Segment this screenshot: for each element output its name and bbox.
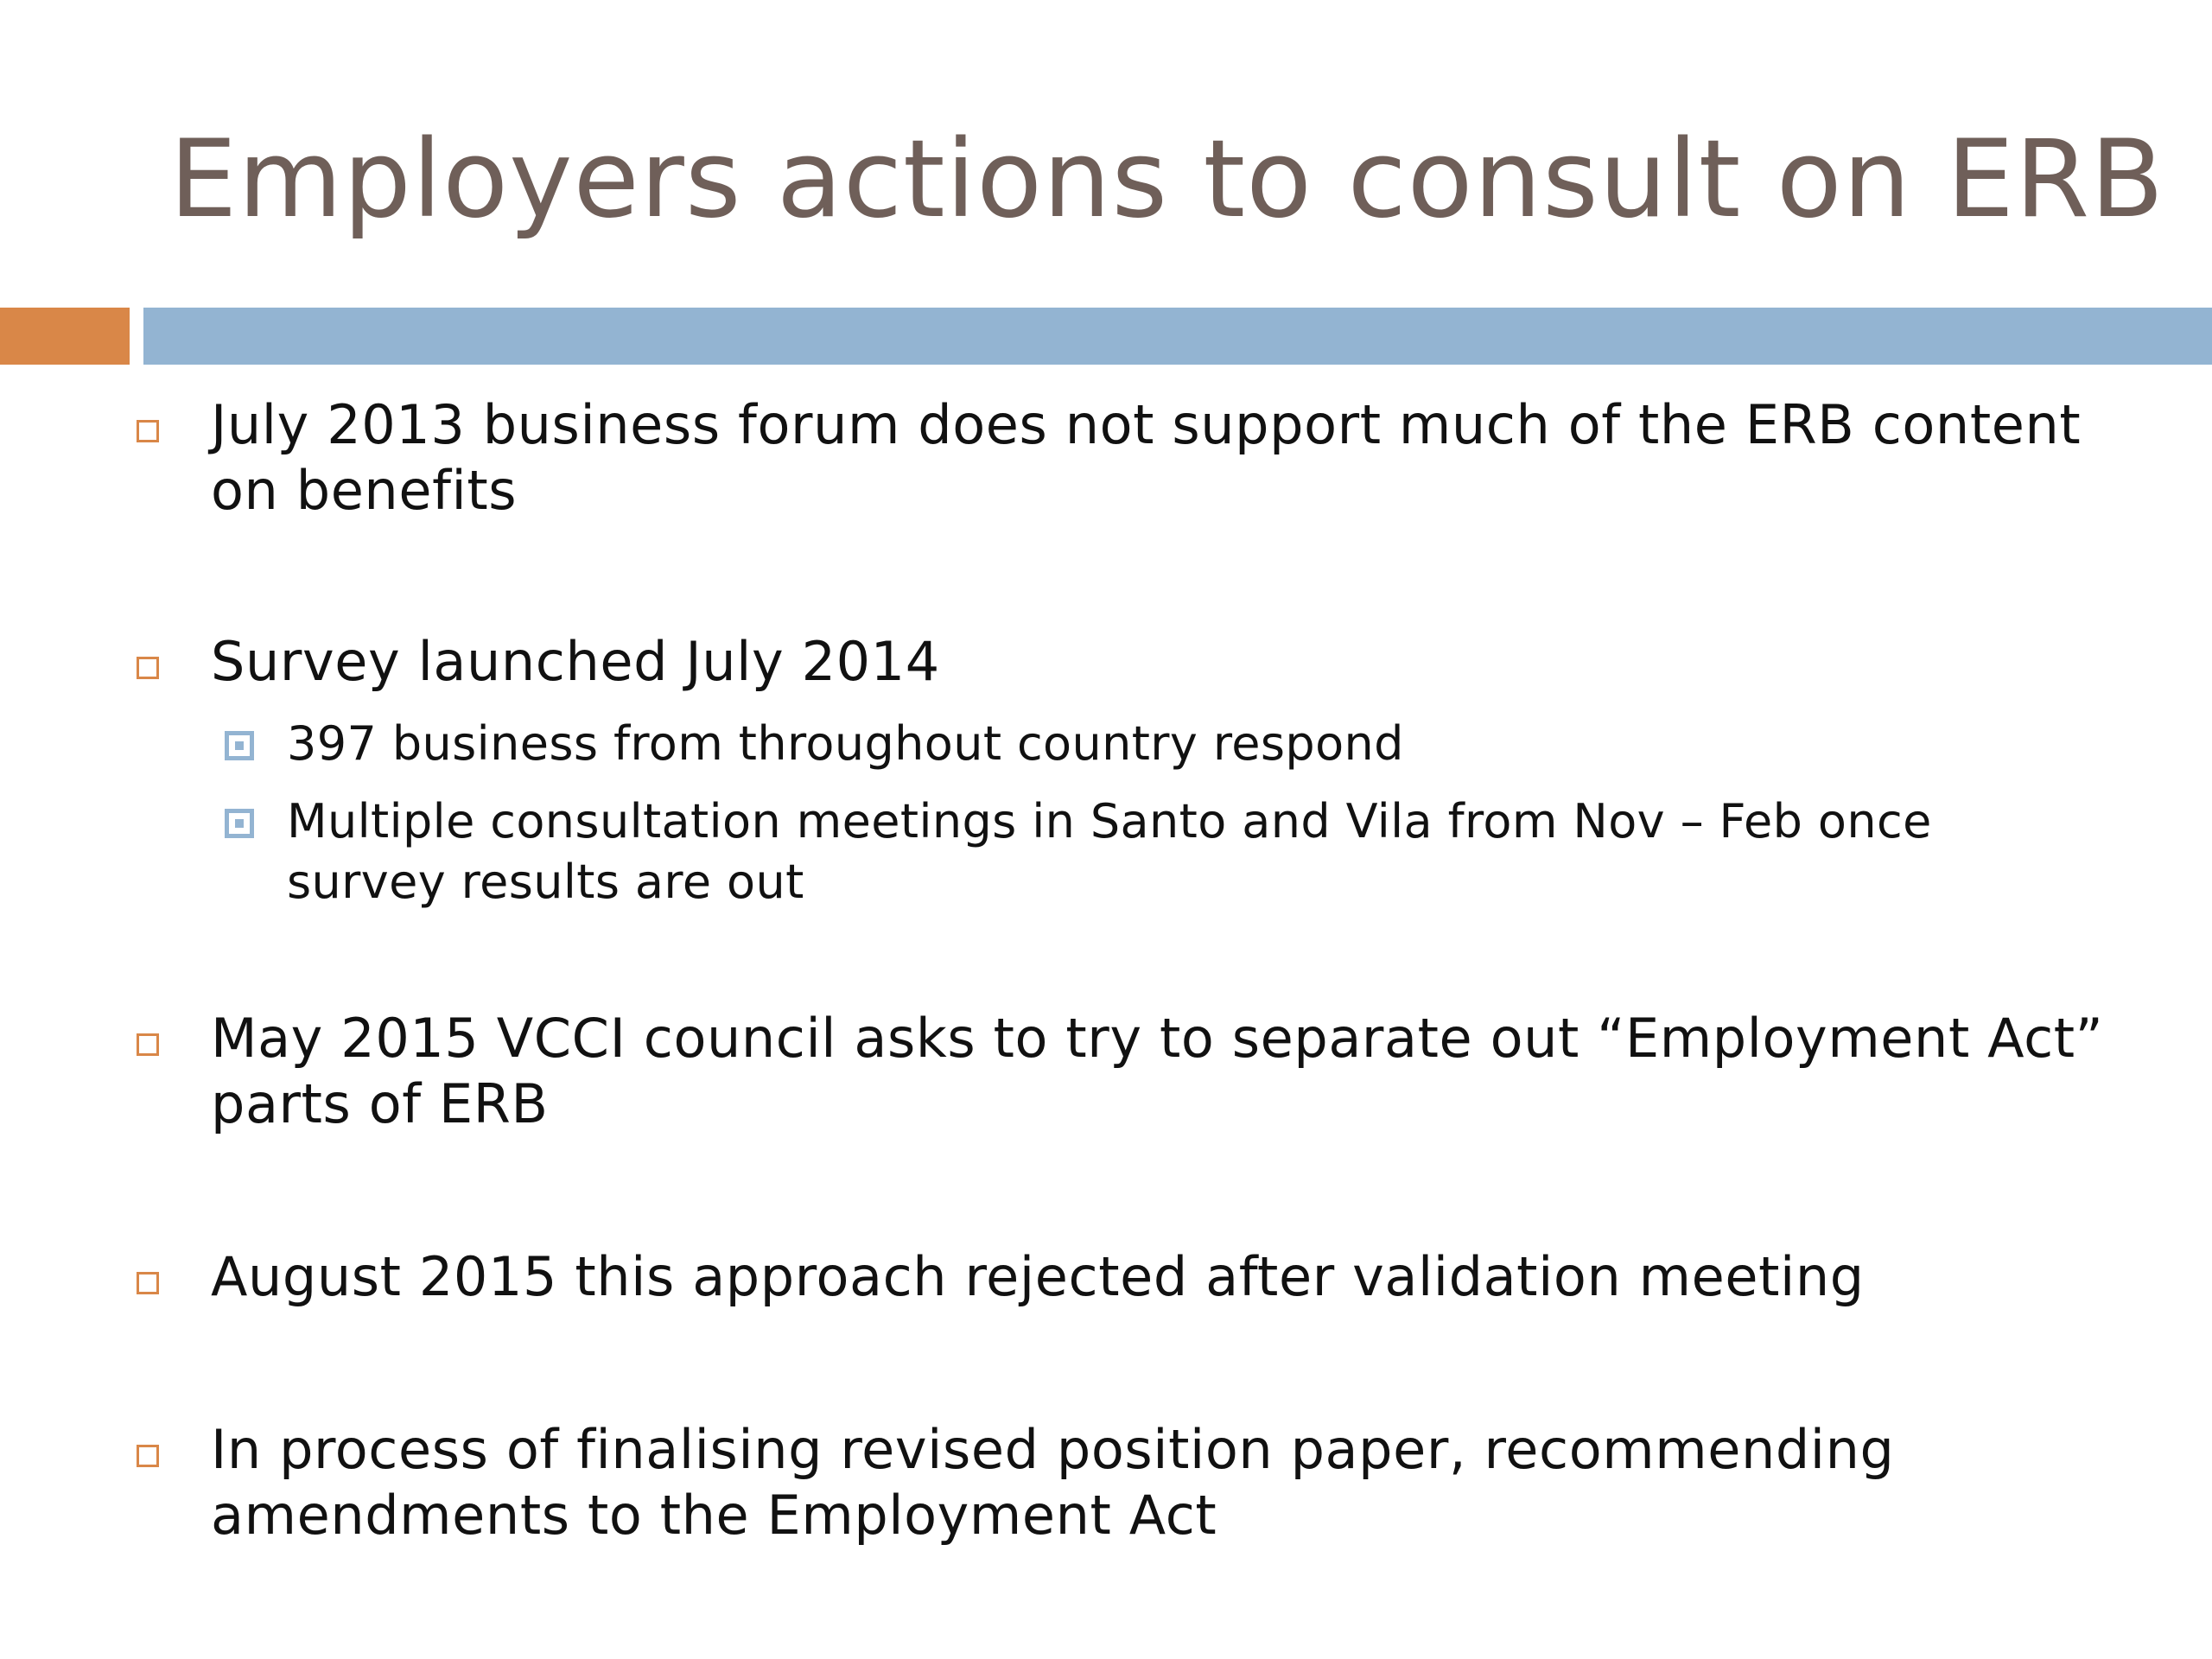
title-divider-bar	[143, 308, 2212, 365]
slide-title: Employers actions to consult on ERB	[169, 118, 2165, 242]
title-accent-bar	[0, 308, 130, 365]
bullet-text: May 2015 VCCI council asks to try to separate out “Employment Act” parts of ERB	[211, 1007, 2104, 1135]
sub-bullet-icon	[225, 809, 254, 838]
square-bullet-icon	[137, 1445, 159, 1467]
bullet-text: In process of finalising revised position paper, recommending amendments to the Employment Act	[211, 1418, 1895, 1547]
bullet-text: July 2013 business forum does not support much of the ERB content on benefits	[211, 393, 2082, 522]
sub-bullet-text: 397 business from throughout country respond	[287, 716, 1404, 771]
square-bullet-icon	[137, 1272, 159, 1294]
square-bullet-icon	[137, 1033, 159, 1056]
square-bullet-icon	[137, 657, 159, 679]
sub-bullet-text: Multiple consultation meetings in Santo and Vila from Nov – Feb once survey results are out	[287, 794, 1932, 909]
square-bullet-icon	[137, 420, 159, 442]
sub-bullet-icon	[225, 731, 254, 760]
bullet-text: Survey launched July 2014	[211, 630, 940, 693]
bullet-text: August 2015 this approach rejected after validation meeting	[211, 1245, 1865, 1308]
